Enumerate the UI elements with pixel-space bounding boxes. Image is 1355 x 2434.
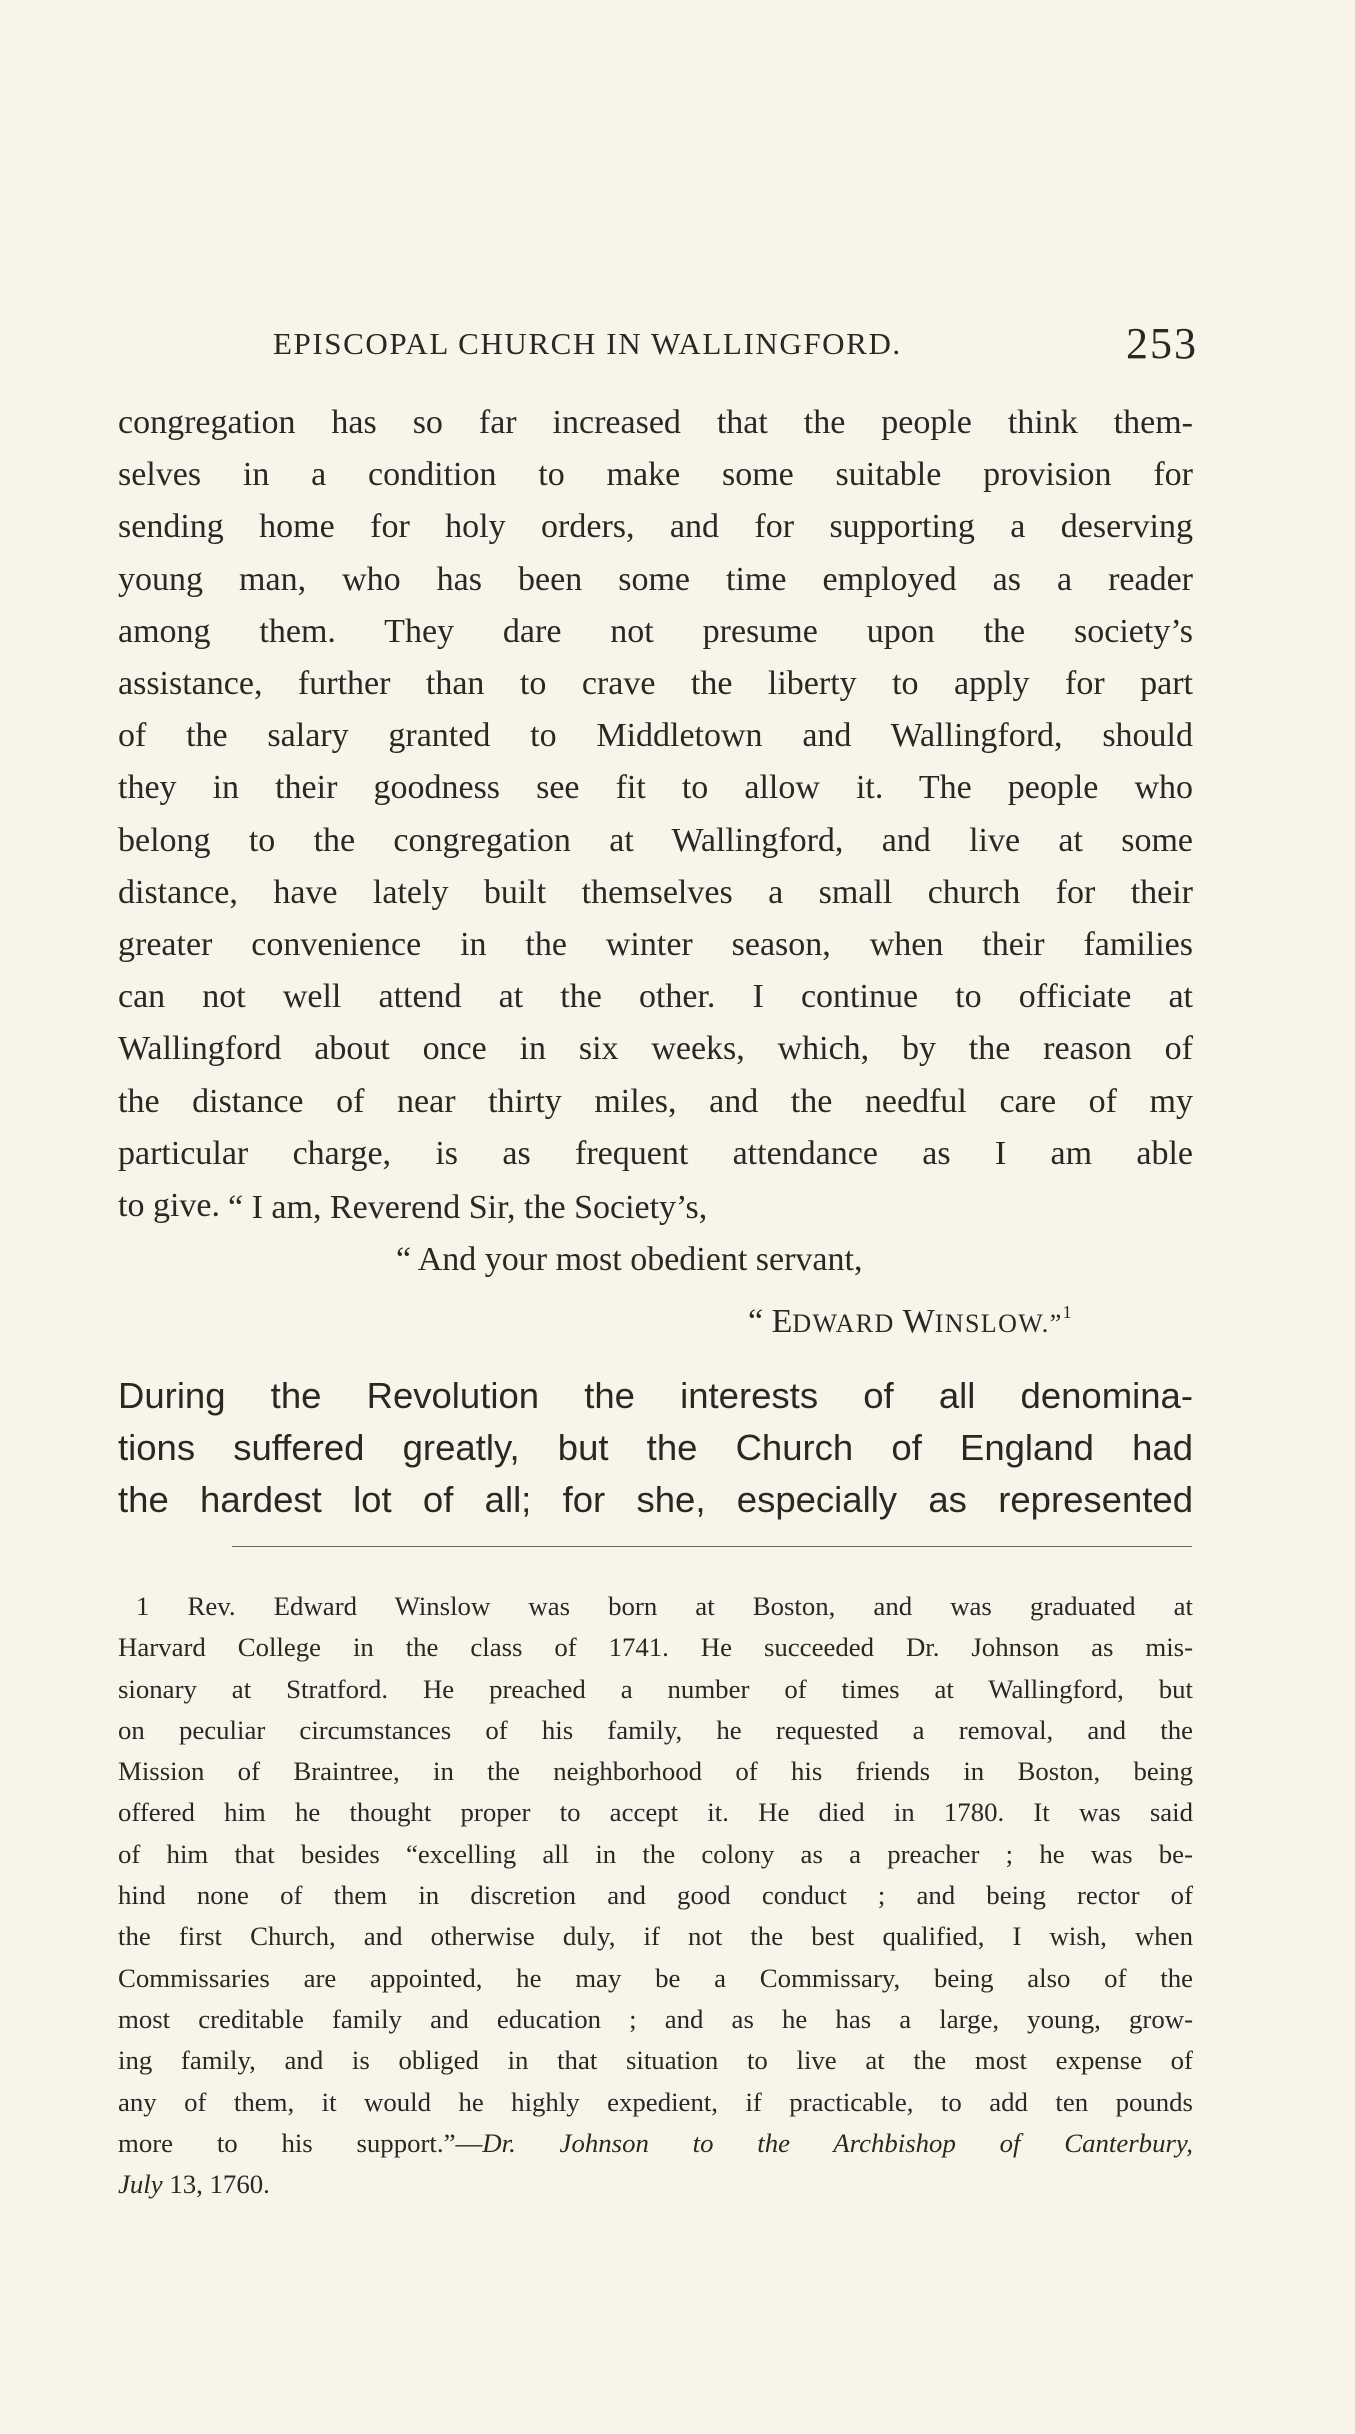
body-line: they in their goodness see fit to allow it. The people who <box>118 769 1193 807</box>
continuation-line: tions suffered greatly, but the Church of England had <box>118 1427 1193 1469</box>
footnote <box>118 1586 1193 2205</box>
body-paragraph <box>118 397 1193 1232</box>
body-line: selves in a condition to make some suitable provision for <box>118 456 1193 494</box>
body-line: young man, who has been some time employed as a reader <box>118 560 1193 598</box>
footnote-date: 13, 1760. <box>162 2169 270 2200</box>
footnote-line: offered him he thought proper to accept it. He died in 1780. It was said <box>118 1797 1193 1828</box>
body-line: greater convenience in the winter season, when their families <box>118 926 1193 964</box>
continuation-line: the hardest lot of all; for she, especially as represented <box>118 1479 1193 1521</box>
body-line: sending home for holy orders, and for supporting a deserving <box>118 508 1193 546</box>
footnote-reference: 1 <box>1062 1302 1072 1323</box>
signature-quote: “ <box>748 1303 772 1341</box>
footnote-line: the first Church, and otherwise duly, if not the best qualified, I wish, when <box>118 1921 1193 1952</box>
footnote-line: sionary at Stratford. He preached a number of times at Wallingford, but <box>118 1673 1193 1704</box>
body-line: belong to the congregation at Wallingford, and live at some <box>118 821 1193 859</box>
running-title: EPISCOPAL CHURCH IN WALLINGFORD. <box>273 326 902 361</box>
closing-servant: “ And your most obedient servant, <box>396 1241 863 1279</box>
body-line: can not well attend at the other. I continue to officiate at <box>118 978 1193 1016</box>
body-line: particular charge, is as frequent attendance as I am able <box>118 1134 1193 1172</box>
footnote-line: most creditable family and education ; and as he has a large, young, grow- <box>118 2003 1193 2034</box>
footnote-citation: July <box>118 2169 163 2200</box>
footnote-text: more to his support.”— <box>118 2127 483 2158</box>
footnote-line <box>118 1586 1193 1627</box>
body-line: the distance of near thirty miles, and the needful care of my <box>118 1082 1193 1120</box>
body-line: congregation has so far increased that the people think them- <box>118 404 1193 441</box>
footnote-text: Rev. Edward Winslow was born at Boston, and was graduated at <box>187 1591 1193 1621</box>
footnote-line: of him that besides “excelling all in the colony as a preacher ; he was be- <box>118 1838 1193 1869</box>
body-line: among them. They dare not presume upon the society’s <box>118 612 1193 650</box>
footnote-line: ing family, and is obliged in that situation to live at the most expense of <box>118 2045 1193 2076</box>
footnote-line: Harvard College in the class of 1741. He succeeded Dr. Johnson as mis- <box>118 1632 1193 1663</box>
footnote-divider <box>232 1546 1192 1547</box>
footnote-line: Commissaries are appointed, he may be a Commissary, being also of the <box>118 1962 1193 1993</box>
page-number: 253 <box>1126 319 1198 368</box>
running-head <box>118 318 1198 374</box>
continuation-line: During the Revolution the interests of all denomina- <box>118 1375 1193 1416</box>
footnote-number: 1 <box>136 1591 150 1621</box>
continuation-paragraph <box>118 1370 1193 1527</box>
signature-smallcaps: DWARD <box>792 1309 895 1339</box>
signature-initial: W <box>902 1303 935 1341</box>
body-line: of the salary granted to Middletown and Wallingford, should <box>118 717 1193 755</box>
signature-initial: E <box>771 1303 793 1341</box>
body-line: assistance, further than to crave the liberty to apply for part <box>118 665 1193 703</box>
closing-salutation: “ I am, Reverend Sir, the Society’s, <box>228 1189 708 1226</box>
footnote-line: Mission of Braintree, in the neighborhood of his friends in Boston, being <box>118 1756 1193 1787</box>
footnote-line <box>118 2123 1193 2164</box>
footnote-line: hind none of them in discretion and good conduct ; and being rector of <box>118 1880 1193 1911</box>
closing-signature <box>118 1286 1193 1350</box>
body-line: distance, have lately built themselves a small church for their <box>118 873 1193 911</box>
body-line: Wallingford about once in six weeks, which, by the reason of <box>118 1030 1193 1068</box>
body-line: to give. <box>118 1187 220 1225</box>
letter-closing <box>118 1182 1193 1351</box>
footnote-line <box>118 2164 1193 2205</box>
footnote-line: on peculiar circumstances of his family, he requested a removal, and the <box>118 1714 1193 1745</box>
footnote-citation: Dr. Johnson to the Archbishop of Canterbury, <box>482 2127 1194 2158</box>
signature-smallcaps: INSLOW.” <box>934 1309 1063 1339</box>
footnote-line: any of them, it would he highly expedient, if practicable, to add ten pounds <box>118 2086 1193 2117</box>
